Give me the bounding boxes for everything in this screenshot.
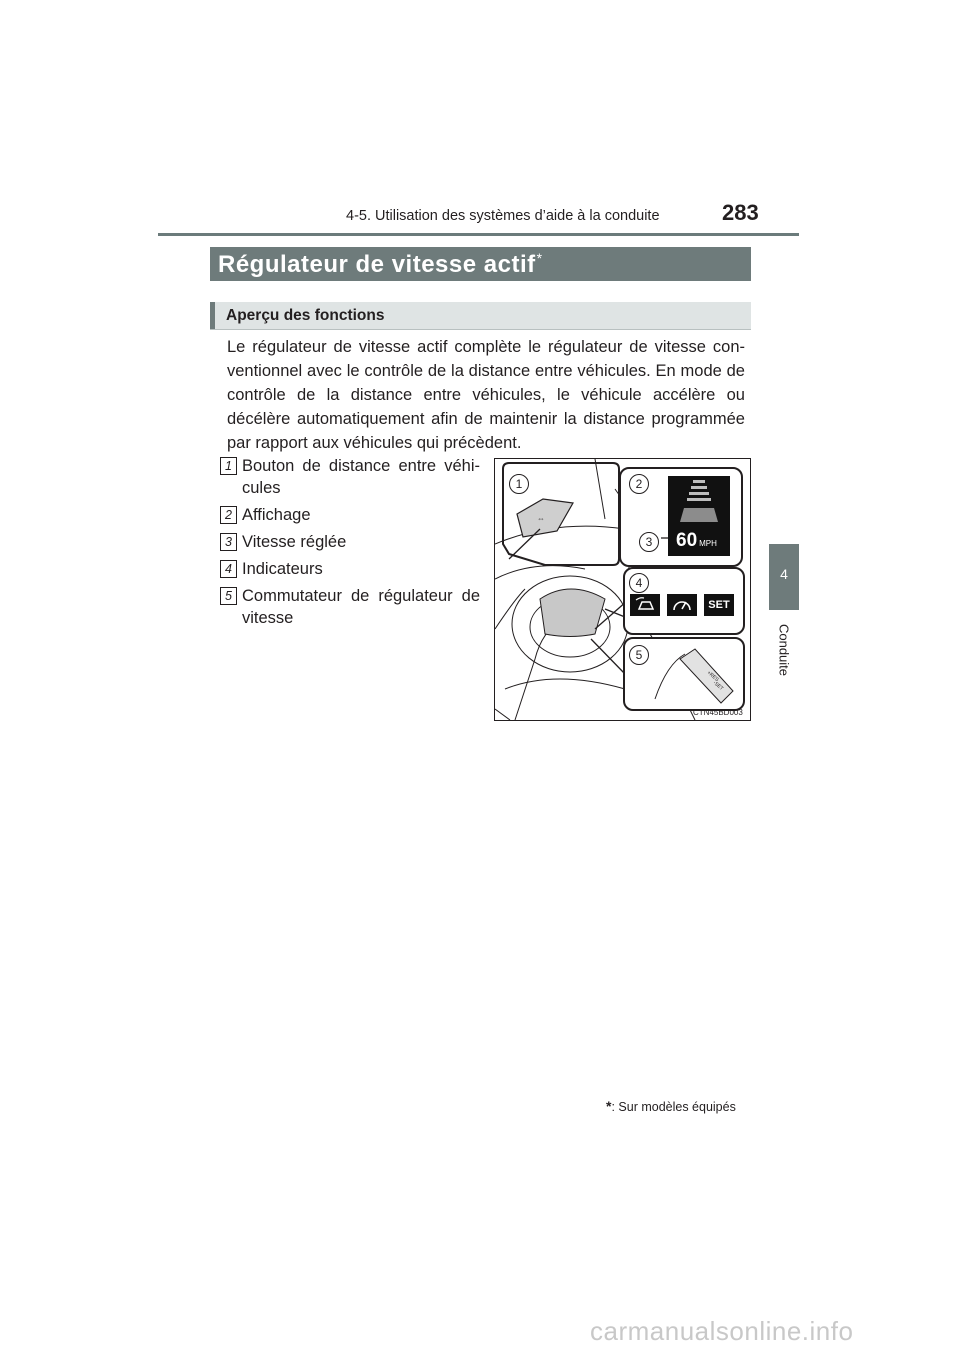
callout-3: 3 [639,532,659,552]
watermark: carmanualsonline.info [590,1316,854,1346]
figure-code: CTN45BD003 [693,708,743,717]
item-text: Affichage [242,506,311,524]
header-rule [158,233,799,236]
item-text: Indicateurs [242,560,323,578]
item-text: Vitesse réglée [242,533,347,551]
speed-unit: MPH [699,539,717,548]
list-item [220,455,480,499]
component-list [220,455,480,634]
callout-1: 1 [509,474,529,494]
svg-text:-SET: -SET [711,679,725,692]
item-text: Bouton de distance entre véhi-cules [242,457,480,497]
chapter-tab [769,544,799,610]
list-item [220,531,480,553]
callout-5: 5 [629,645,649,665]
item-number: 3 [220,533,237,551]
radar-cruise-icon [630,594,660,616]
section-title-bar [210,247,751,281]
item-number: 4 [220,560,237,578]
svg-text:⇔: ⇔ [537,514,545,523]
speedometer-icon [667,594,697,616]
subheading-marker [210,302,215,329]
chapter-header: 4-5. Utilisation des systèmes d’aide à la conduite [346,208,660,224]
footnote-mark: * [606,1098,612,1114]
set-speed-value: 60 [676,530,698,551]
list-item [220,585,480,629]
chapter-tab-label: Conduite [776,623,792,677]
title-footnote-mark: * [536,250,543,266]
section-title-text: Régulateur de vitesse actif [218,251,536,278]
page-number: 283 [722,200,759,225]
subheading-bar [210,302,751,330]
section-title [218,250,543,279]
callout-2: 2 [629,474,649,494]
footnote-text: : Sur modèles équipés [611,1100,736,1114]
chapter-tab-number: 4 [780,566,788,582]
item-number: 1 [220,457,237,475]
svg-text:+RES: +RES [705,669,720,684]
subheading: Aperçu des fonctions [226,307,385,324]
callout-4: 4 [629,573,649,593]
list-item [220,558,480,580]
set-indicator: SET [704,594,734,616]
item-number: 2 [220,506,237,524]
list-item [220,504,480,526]
item-text: Commutateur de régulateur de vitesse [242,587,480,627]
footnote [606,1098,736,1114]
cruise-control-indicator [667,594,697,616]
chapter-tab-label-box [771,620,797,680]
radar-cruise-indicator [630,594,660,616]
distance-bars-icon [668,476,730,532]
set-speed-readout [676,530,717,552]
item-number: 5 [220,587,237,605]
intro-paragraph: Le régulateur de vitesse actif complète le régulateur de vitesse con-ventionnel avec le contrôle de la distance entre véhicules. En mode de contrôle de la distance entre véhicules, le véhicule accélère ou décélère automatiquement afin de maintenir la distance programmée par rapport aux véhicules qui précèdent. [227,338,745,452]
